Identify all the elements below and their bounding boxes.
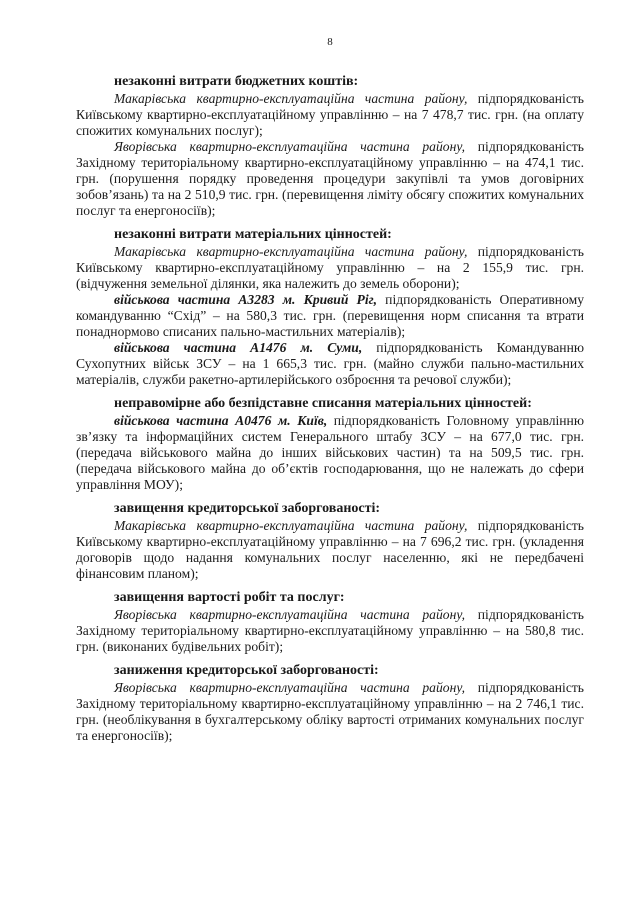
- list-item: [76, 139, 584, 219]
- organization-name: військова частина А0476 м. Київ,: [114, 413, 328, 428]
- section-overstated-payables: [76, 501, 584, 582]
- section-heading: завищення вартості робіт та послуг:: [114, 590, 345, 605]
- section-overstated-works-cost: [76, 590, 584, 655]
- section-heading: неправомірне або безпідставне списання матеріальних цінностей:: [114, 396, 532, 411]
- item-text: підпорядкованість Оперативному командуванню “Схід” – на 580,3 тис. грн. (перевищення норм списання та втрати понаднормово списаних пально-мастильних матеріалів);: [76, 292, 584, 339]
- section-illegal-budget-expenses: [76, 74, 584, 219]
- item-text: підпорядкованість Західному територіальному квартирно-експлуатаційному управлінню – на 580,8 тис. грн. (виконаних будівельних робіт);: [76, 607, 584, 654]
- list-item: [76, 244, 584, 292]
- organization-name: Макарівська квартирно-експлуатаційна частина району,: [114, 244, 468, 259]
- document-body: [76, 74, 584, 752]
- list-item: [76, 413, 584, 493]
- organization-name: військова частина А1476 м. Суми,: [114, 340, 363, 355]
- page-number: 8: [327, 36, 333, 48]
- list-item: [76, 292, 584, 340]
- organization-name: Яворівська квартирно-експлуатаційна частина району,: [114, 139, 466, 154]
- item-text: підпорядкованість Головному управлінню зв’язку та інформаційних систем Генерального штабу ЗСУ – на 677,0 тис. грн. (передача військового майна до інших військових частин) та на 509,5 тис. грн. (передача військового майна до об’єктів господарювання, що не належать до сфери управління МОУ);: [76, 413, 584, 492]
- section-understated-payables: [76, 663, 584, 744]
- section-heading: завищення кредиторської заборгованості:: [114, 501, 381, 516]
- section-heading: заниження кредиторської заборгованості:: [114, 663, 379, 678]
- item-text: підпорядкованість Командуванню Сухопутних військ ЗСУ – на 1 665,3 тис. грн. (майно служби пально-мастильних матеріалів, служби ракетно-артилерійського озброєння та речової служби);: [76, 340, 584, 387]
- list-item: [76, 607, 584, 655]
- list-item: [76, 518, 584, 582]
- section-unlawful-write-off: [76, 396, 584, 493]
- item-text: підпорядкованість Київському квартирно-експлуатаційному управлінню – на 7 478,7 тис. грн. (на оплату спожитих комунальних послуг);: [76, 91, 584, 138]
- list-item: [76, 340, 584, 388]
- item-text: підпорядкованість Київському квартирно-експлуатаційному управлінню – на 7 696,2 тис. грн. (укладення договорів щодо надання комунальних послуг населенню, які не передбачені фінансовим планом);: [76, 518, 584, 581]
- section-heading: незаконні витрати матеріальних цінностей:: [114, 227, 392, 242]
- organization-name: Макарівська квартирно-експлуатаційна частина району,: [114, 91, 468, 106]
- organization-name: Макарівська квартирно-експлуатаційна частина району,: [114, 518, 468, 533]
- item-text: підпорядкованість Київському квартирно-експлуатаційному управлінню – на 2 155,9 тис. грн. (відчуження земельної ділянки, яка належить до земель оборони);: [76, 244, 584, 291]
- section-illegal-material-expenses: [76, 227, 584, 388]
- list-item: [76, 680, 584, 744]
- organization-name: Яворівська квартирно-експлуатаційна частина району,: [114, 680, 466, 695]
- section-heading: незаконні витрати бюджетних коштів:: [114, 74, 359, 89]
- item-text: підпорядкованість Західному територіальному квартирно-експлуатаційному управлінню – на 2 746,1 тис. грн. (необлікування в бухгалтерському обліку вартості отриманих комунальних послуг та енергоносіїв);: [76, 680, 584, 743]
- item-text: підпорядкованість Західному територіальному квартирно-експлуатаційному управлінню – на 474,1 тис. грн. (порушення порядку проведення процедури закупівлі та умов договірних зобов’язань) та на 2 510,9 тис. грн. (перевищення ліміту обсягу спожитих комунальних послуг та енергоносіїв);: [76, 139, 584, 218]
- organization-name: військова частина А3283 м. Кривий Ріг,: [114, 292, 378, 307]
- list-item: [76, 91, 584, 139]
- organization-name: Яворівська квартирно-експлуатаційна частина району,: [114, 607, 466, 622]
